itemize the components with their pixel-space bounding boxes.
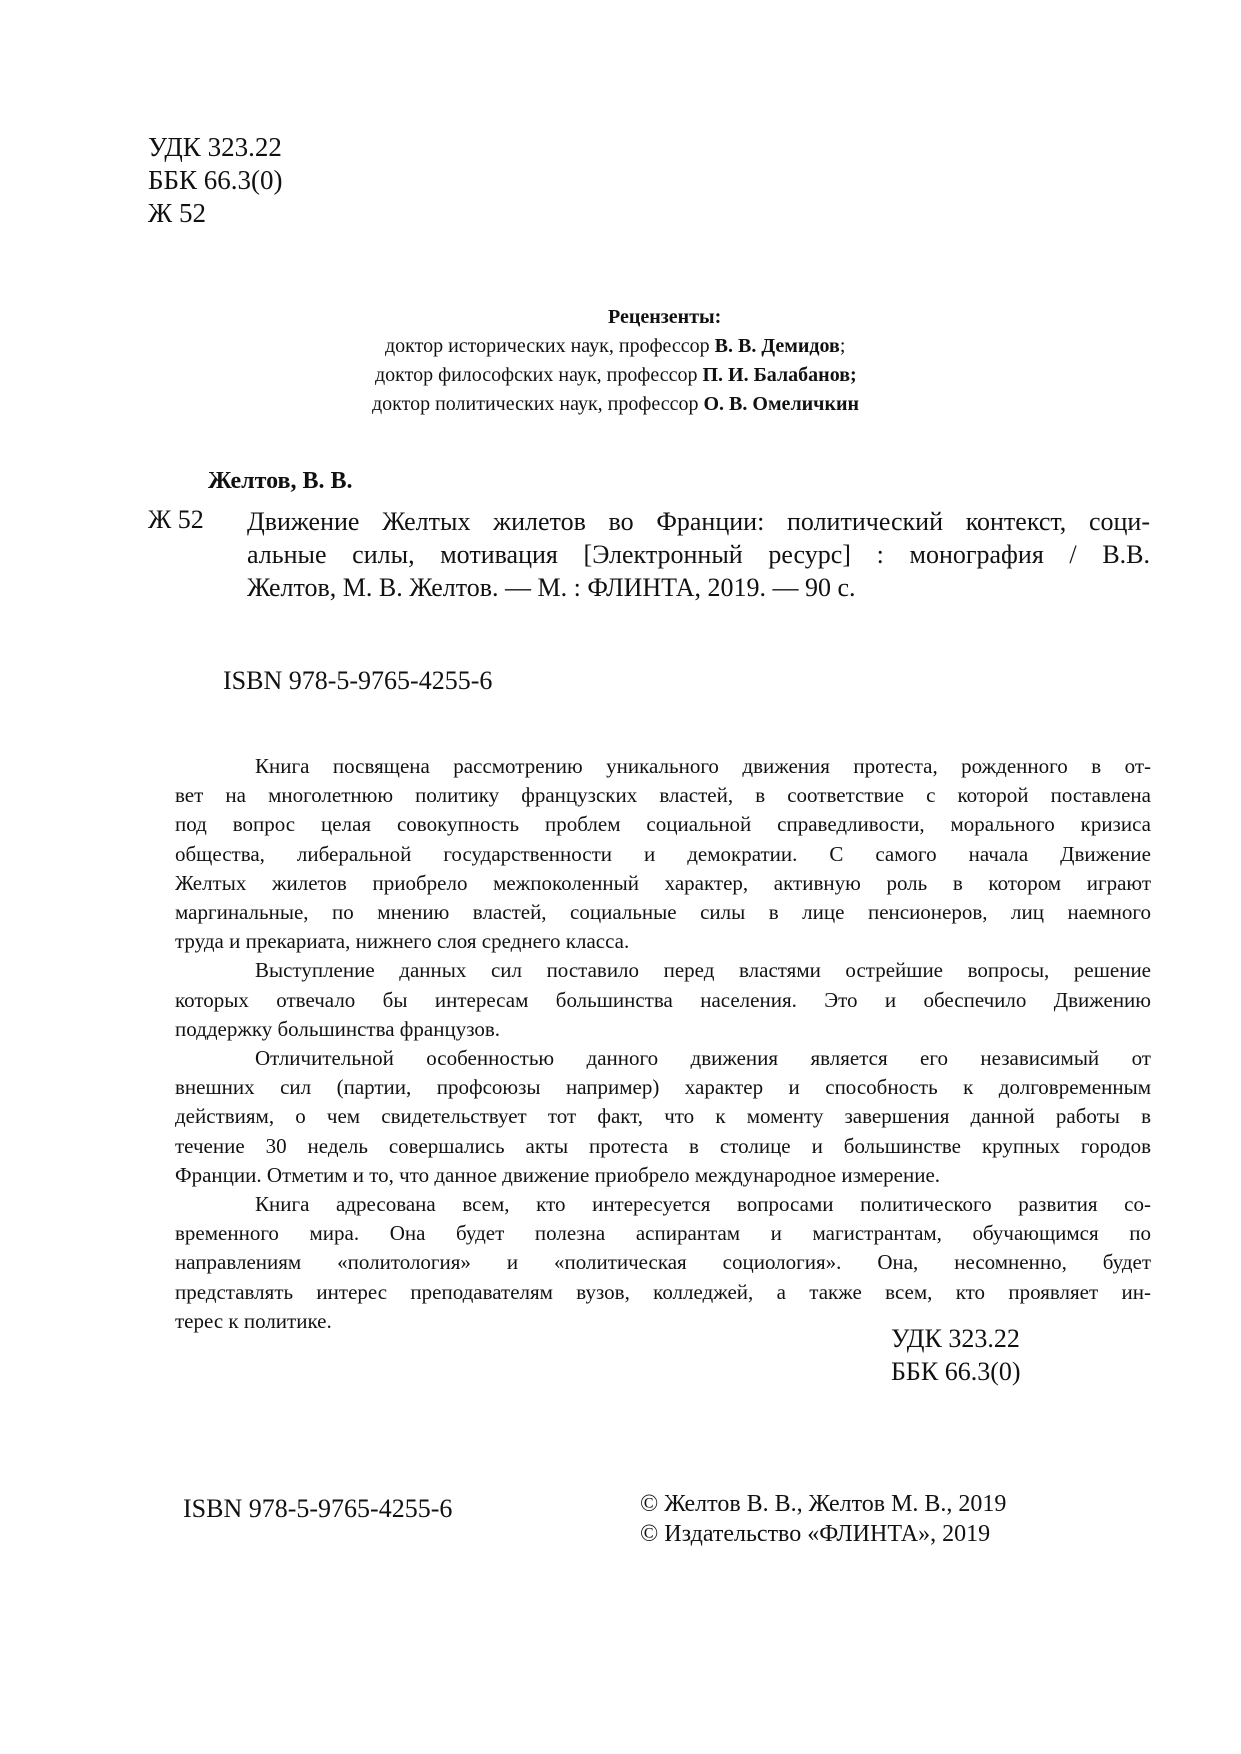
reviewers-title: Рецензенты: bbox=[608, 306, 722, 328]
abstract-line: которых отвечало бы интересам большинства населения. Это и обеспечило Движению bbox=[175, 987, 1151, 1012]
abstract-line: Отличительной особенностью данного движения является его независимый от bbox=[255, 1046, 1151, 1071]
abstract-line: маргинальные, по мнению властей, социальные силы в лице пенсионеров, лиц наемного bbox=[175, 900, 1151, 925]
reviewer-degree: доктор политических наук, профессор bbox=[372, 393, 704, 415]
reviewer-name: В. В. Демидов bbox=[714, 335, 840, 357]
abstract-paragraph bbox=[175, 1044, 1151, 1190]
record-isbn: ISBN 978-5-9765-4255-6 bbox=[223, 666, 493, 695]
classification-block bbox=[148, 131, 283, 230]
abstract-line: действиям, о чем свидетельствует тот факт, что к моменту завершения данной работы в bbox=[175, 1104, 1151, 1129]
abstract-line: труда и прекариата, нижнего слоя среднего класса. bbox=[175, 929, 630, 954]
copyright-block bbox=[640, 1489, 1006, 1549]
abstract-line: под вопрос целая совокупность проблем социальной справедливости, морального кризиса bbox=[175, 812, 1151, 837]
abstract-paragraph bbox=[175, 752, 1151, 956]
udk-code: УДК 323.22 bbox=[148, 132, 282, 162]
bbk-code: ББК 66.3(0) bbox=[148, 165, 283, 195]
reviewer-name: О. В. Омеличкин bbox=[703, 393, 860, 415]
abstract-line: вет на многолетнюю политику французских властей, в соответствие с которой поставлена bbox=[175, 783, 1151, 808]
abstract-paragraph bbox=[175, 1190, 1151, 1336]
record-code: Ж 52 bbox=[148, 505, 204, 534]
reviewer-line bbox=[372, 390, 859, 419]
abstract-paragraph bbox=[175, 956, 1151, 1044]
reviewer-degree: доктор исторических наук, профессор bbox=[385, 335, 715, 357]
record-line: Движение Желтых жилетов во Франции: политический контекст, соци- bbox=[247, 507, 1150, 536]
abstract-line: терес к политике. bbox=[175, 1308, 332, 1333]
abstract-line: Франции. Отметим и то, что данное движение приобрело международное измерение. bbox=[175, 1162, 941, 1187]
footer-bbk: ББК 66.3(0) bbox=[891, 1357, 1021, 1386]
copyright-publisher: © Издательство «ФЛИНТА», 2019 bbox=[640, 1521, 991, 1547]
footer-udk: УДК 323.22 bbox=[891, 1324, 1020, 1353]
abstract-line: Книга посвящена рассмотрению уникального движения протеста, рожденного в от- bbox=[255, 754, 1151, 778]
reviewer-line bbox=[375, 361, 857, 390]
abstract-line: направлениям «политология» и «политическая социология». Она, несомненно, будет bbox=[175, 1250, 1151, 1275]
reviewer-line bbox=[385, 332, 845, 361]
abstract bbox=[175, 752, 1151, 1336]
reviewer-suffix: ; bbox=[839, 335, 846, 357]
abstract-line: временного мира. Она будет полезна аспирантам и магистрантам, обучающимся по bbox=[175, 1221, 1151, 1246]
abstract-line: Выступление данных сил поставило перед властями острейшие вопросы, решение bbox=[255, 958, 1151, 983]
abstract-line: течение 30 недель совершались акты протеста в столице и большинстве крупных городов bbox=[175, 1133, 1151, 1158]
abstract-line: общества, либеральной государственности и демократии. С самого начала Движение bbox=[175, 841, 1151, 866]
abstract-line: представлять интерес преподавателям вузов, колледжей, а также всем, кто проявляет ин- bbox=[175, 1279, 1151, 1304]
reviewer-name: П. И. Балабанов; bbox=[702, 364, 857, 386]
footer-isbn: ISBN 978-5-9765-4255-6 bbox=[183, 1494, 453, 1523]
record-line: альные силы, мотивация [Электронный ресурс] : монография / В.В. bbox=[247, 540, 1150, 569]
abstract-line: внешних сил (партии, профсоюзы например) характер и способность к долговременным bbox=[175, 1075, 1151, 1100]
record-description bbox=[247, 505, 1150, 604]
footer-classification bbox=[891, 1322, 1021, 1388]
abstract-line: Книга адресована всем, кто интересуется вопросами политического развития со- bbox=[255, 1192, 1151, 1217]
record-author: Желтов, В. В. bbox=[208, 468, 353, 494]
author-sign: Ж 52 bbox=[148, 198, 206, 228]
record-line: Желтов, М. В. Желтов. — М. : ФЛИНТА, 2019. — 90 с. bbox=[247, 573, 856, 602]
abstract-line: Желтых жилетов приобрело межпоколенный характер, активную роль в котором играют bbox=[175, 870, 1151, 895]
copyright-authors: © Желтов В. В., Желтов М. В., 2019 bbox=[640, 1491, 1007, 1517]
reviewer-degree: доктор философских наук, профессор bbox=[375, 364, 703, 386]
abstract-line: поддержку большинства французов. bbox=[175, 1016, 501, 1041]
